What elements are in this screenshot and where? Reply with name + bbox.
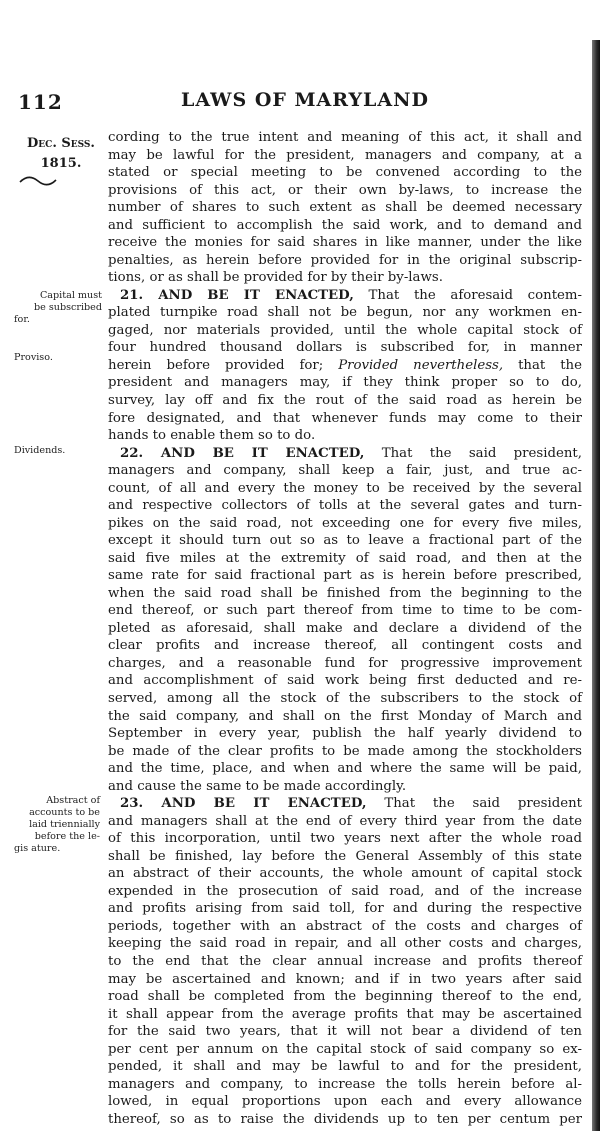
text-line: pleted as aforesaid, shall make and declare a dividend of the — [108, 620, 582, 636]
margin-note-abstract: Abstract of accounts to be laid triennially before the le- gis ature. — [14, 795, 100, 854]
section-21 — [108, 287, 582, 445]
running-title: LAWS OF MARYLAND — [181, 89, 429, 111]
text-line: periods, together with an abstract of the costs and charges of — [108, 918, 582, 934]
proviso-italic: Provided nevertheless, — [338, 357, 504, 373]
text-line: president and managers may, if they think proper so to do, — [108, 375, 582, 391]
section-heading: 23. AND BE IT ENACTED, — [120, 796, 367, 812]
text-line: count, of all and every the money to be received by the several — [108, 480, 582, 496]
text-line: and managers shall at the end of every third year from the date — [108, 813, 582, 829]
text-line: said five miles at the extremity of said road, and then at the — [108, 550, 582, 566]
text-line: lowed, in equal proportions upon each and every allowance — [108, 1094, 582, 1110]
text-line: road shall be completed from the beginning thereof to the end, — [108, 989, 582, 1005]
text-line: charges, and a reasonable fund for progressive improvement — [108, 655, 582, 671]
body-text — [108, 129, 582, 1128]
margin-note-capital: Capital must be subscribed for. — [14, 290, 102, 325]
text-line: gaged, nor materials provided, until the whole capital stock of — [108, 322, 582, 338]
text-line: same rate for said fractional part as is herein before prescribed, — [108, 568, 582, 584]
text-line: shall be finished, lay before the General Assembly of this state — [108, 848, 582, 864]
text-line: penalties, as herein before provided for in the original subscrip- — [108, 252, 582, 268]
text-line: may be lawful for the president, managers and company, at a — [108, 147, 582, 163]
text-line: stated or special meeting to be convened according to the — [108, 165, 582, 181]
text-line: for the said two years, that it will not bear a dividend of ten — [108, 1024, 582, 1040]
session-label: Dec. Sess. — [27, 136, 95, 151]
paragraph-intro — [108, 129, 582, 287]
text-line: survey, lay off and fix the rout of the said road as herein be — [108, 392, 582, 408]
text-line: fore designated, and that whenever funds may come to their — [108, 410, 582, 426]
text-line: and accomplishment of said work being first deducted and re- — [108, 673, 582, 689]
text-line: it shall appear from the average profits that may be ascertained — [108, 1006, 582, 1022]
text-line: be made of the clear profits to be made among the stockholders — [108, 743, 582, 759]
margin-note-dividends: Dividends. — [14, 445, 66, 456]
text-line: 23. AND BE IT ENACTED, That the said president — [120, 796, 582, 812]
text-line: of this incorporation, until two years next after the whole road — [108, 831, 582, 847]
text-line: end thereof, or such part thereof from time to time to be com- — [108, 603, 582, 619]
text-line: provisions of this act, or their own by-laws, to increase the — [108, 182, 582, 198]
text-line: expended in the prosecution of said road, and of the increase — [108, 883, 582, 899]
text-line: managers and company, shall keep a fair, just, and true ac- — [108, 463, 582, 479]
margin-note-proviso: Proviso. — [14, 352, 53, 363]
text-line: thereof, so as to raise the dividends up to ten per centum per — [108, 1111, 582, 1127]
text-line: when the said road shall be finished from the beginning to the — [108, 585, 582, 601]
text-line: and cause the same to be made accordingly. — [108, 778, 407, 794]
text-line: pikes on the said road, not exceeding one for every five miles, — [108, 515, 582, 531]
text-line: and the time, place, and when and where the same will be paid, — [108, 761, 582, 777]
text-line: September in every year, publish the half yearly dividend to — [108, 726, 582, 742]
text-line: and sufficient to accomplish the said work, and to demand and — [108, 217, 582, 233]
text-line: and respective collectors of tolls at the several gates and turn- — [108, 498, 582, 514]
text-line: to the end that the clear annual increase and profits thereof — [108, 953, 582, 969]
text-line: receive the monies for said shares in like manner, under the like — [108, 235, 582, 251]
text-line: pended, it shall and may be lawful to and for the president, — [108, 1059, 582, 1075]
text-line: may be ascertained and known; and if in two years after said — [108, 971, 582, 987]
section-22 — [108, 445, 582, 796]
text-line: managers and company, to increase the tolls herein before al- — [108, 1076, 582, 1092]
session-year: 1815. — [40, 156, 82, 171]
session-label-block — [16, 134, 106, 188]
text-line: and profits arising from said toll, for and during the respective — [108, 901, 582, 917]
section-heading: 22. AND BE IT ENACTED, — [120, 445, 365, 461]
text-line: 21. AND BE IT ENACTED, That the aforesaid contem- — [120, 287, 583, 303]
text-line: the said company, and shall on the first Monday of March and — [108, 708, 582, 724]
text-line: hands to enable them so to do. — [108, 428, 316, 444]
text-line: keeping the said road in repair, and all other costs and charges, — [108, 936, 582, 952]
text-line: number of shares to such extent as shall be deemed necessary — [108, 200, 582, 216]
text-line: per cent per annum on the capital stock of said company so ex- — [108, 1041, 582, 1057]
text-line: clear profits and increase thereof, all contingent costs and — [108, 638, 582, 654]
text-line: plated turnpike road shall not be begun, nor any workmen en- — [108, 305, 582, 321]
text-line: cording to the true intent and meaning of this act, it shall and — [108, 130, 582, 145]
text-line: herein before provided for; Provided nevertheless, that the — [108, 357, 582, 373]
section-23 — [108, 795, 582, 1128]
text-line: served, among all the stock of the subscribers to the stock of — [108, 691, 582, 706]
section-heading: 21. AND BE IT ENACTED, — [120, 287, 354, 303]
text-line: tions, or as shall be provided for by their by-laws. — [108, 270, 443, 286]
text-line: except it should turn out so as to leave a fractional part of the — [108, 533, 582, 549]
page-binding-edge — [592, 40, 600, 1131]
ornament-swash-icon — [16, 174, 60, 188]
text-line: four hundred thousand dollars is subscribed for, in manner — [108, 340, 582, 356]
page-number: 112 — [18, 90, 63, 114]
text-line: 22. AND BE IT ENACTED, That the said president, — [120, 445, 582, 461]
text-line: an abstract of their accounts, the whole amount of capital stock — [108, 866, 582, 882]
